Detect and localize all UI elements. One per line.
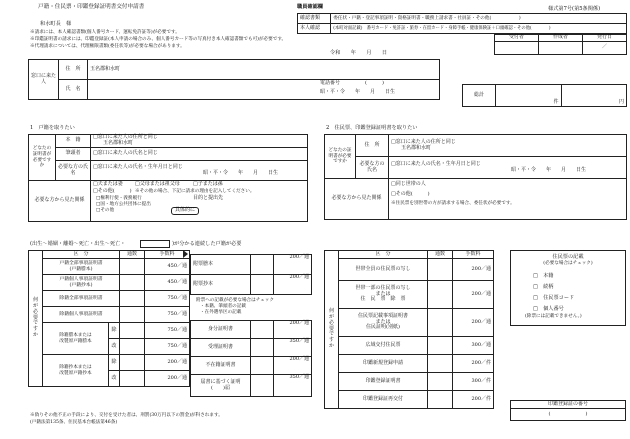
fuhyo-row-qty[interactable] [251, 275, 274, 295]
notation-box [510, 250, 626, 326]
resident-col-fee: 手数料 [453, 251, 494, 259]
form-title: 戸籍・住民票・印鑑登録証明書交付申請書 [38, 4, 145, 10]
resident-row-fee: 200／通 [453, 309, 494, 337]
family-col-fee: 手数料 [145, 251, 190, 259]
kai-label: 改 [111, 343, 117, 349]
total-table [462, 84, 627, 107]
phone-label: 電話番号 [320, 79, 341, 86]
family-caption: (出生～婚姻・離婚～死亡・出生～死亡・ [30, 241, 126, 247]
s2-address-field[interactable] [389, 135, 627, 157]
fuhyo-table [190, 254, 312, 295]
addressee: 和水町長 様 [40, 21, 72, 27]
kai-label: 改 [111, 375, 117, 381]
id-check-label: 本人確認 [298, 24, 331, 34]
s2-person-check[interactable]: □窓口に来た人の氏名・生年月日と同じ [391, 160, 481, 167]
s2-relation-field [389, 179, 627, 220]
s2-address-check[interactable]: □窓口に来た人の住所と同じ [391, 138, 456, 145]
fuhyo-row-fee: 200／通 [274, 275, 312, 295]
other-row-name: 身分証明書 [191, 321, 251, 339]
other-row-fee: 350／通 [274, 375, 312, 397]
resident-row-qty[interactable] [428, 309, 453, 337]
s2-relation-label: 必要な方から見た関係 [325, 179, 389, 220]
rel-other[interactable]: □その他( ) [93, 188, 132, 194]
form-number: 様式第7号(第5条関係) [548, 6, 601, 12]
arrow-icon [183, 250, 188, 258]
reason-gov[interactable]: □国・地方公共団体に提出 [96, 202, 151, 207]
s2-rel-note: ※住民票を別世帯の方が請求する場合、委任状が必要です。 [391, 201, 515, 206]
specific-box[interactable]: 具体的に [171, 207, 199, 215]
notation-mynumber[interactable]: □ 個人番号 [533, 306, 564, 312]
resident-row-fee: 200／通 [453, 259, 494, 281]
s1-person-label: 必要な方の氏名 [56, 161, 91, 181]
joseki-shohon-label: 除籍抄本または 改製原戸籍抄本 [43, 355, 109, 387]
other-row-qty[interactable] [251, 339, 274, 357]
family-row-fee: 450／通 [145, 259, 190, 275]
joseki-shohon-fee: 200／通 200／通 [145, 355, 190, 387]
notation-note: (除票には記載できません。) [525, 314, 582, 319]
fuhyo-item-1[interactable]: ・本籍、筆頭者の記載 [200, 304, 246, 309]
fuhyo-row-fee: 200／通 [274, 255, 312, 275]
rel-spouse[interactable]: □夫または妻 [93, 181, 123, 187]
penalty-note: ※偽りその他不正の手段により、交付を受けた者は、刑罰(30万円以下の罰金)が科されます。 [30, 413, 223, 418]
confirm-docs-label: 確認書類 [298, 14, 331, 24]
fuhyo-note: 附票への記載が必要な場合はチェック [196, 298, 274, 303]
s2-person-birth: 昭・平・令 年 月 日生 [511, 166, 587, 173]
notation-code[interactable]: □ 住民票コード [533, 295, 575, 301]
other-row-qty[interactable] [251, 321, 274, 339]
creator-label: 作成者 [539, 35, 583, 42]
notation-subtitle: (必要な場合はチェック) [543, 261, 593, 266]
notation-honseki[interactable]: □ 本籍 [533, 273, 554, 279]
other-row-fee: 200／通 [274, 357, 312, 375]
notation-relation[interactable]: □ 続柄 [533, 284, 554, 290]
section2-table [324, 134, 627, 220]
s1-person-field[interactable] [91, 161, 308, 181]
s2-person-label: 必要な方の氏名 [356, 157, 389, 179]
family-row-name: 戸籍全部事項証明書 (戸籍謄本) [43, 259, 120, 275]
joseki-shohon-types [109, 355, 120, 387]
resident-row-fee: 200／通 [453, 281, 494, 309]
family-row-fee: 450／通 [145, 275, 190, 291]
s2-who-label: どなたの証明書が必要ですか [325, 135, 356, 179]
staff-section-title: 職員確認欄 [297, 4, 323, 10]
reason-rights[interactable]: □権利行使・義務履行 [96, 196, 142, 201]
family-row-name: 除籍全部事項証明書 [43, 291, 120, 307]
jo-label: 除 [109, 323, 119, 339]
applicant-name-field[interactable] [88, 80, 440, 100]
id-check-text: (本町対面記載) 番号カード・免許証・旅券・在留カード・身障手帳・健康保険証＋口頭確認・その他( ) [331, 24, 627, 34]
total-label: 総計 [463, 85, 496, 107]
family-row-qty[interactable] [120, 307, 145, 323]
resident-row-name: 世帯一部の住民票の写し または 住 民 票 除 票 [339, 281, 428, 309]
receipt-table [494, 34, 627, 55]
family-row-qty[interactable] [120, 259, 145, 275]
other-row-qty[interactable] [251, 357, 274, 375]
s1-relation-label: 必要な方から見た関係 [29, 181, 91, 222]
other-row-fee: 200／通 [274, 321, 312, 339]
purpose-label: 目的と提出先 [193, 195, 224, 201]
issuer-label: 発行日 [583, 35, 627, 42]
s2-address-label: 住 所 [356, 135, 389, 157]
applicant-label: 窓口に来た人 [29, 60, 59, 100]
resident-side-label: 何が必要ですか [325, 251, 339, 409]
resident-row-fee: 300／件 [453, 373, 494, 391]
phone-paren[interactable]: ( ) [365, 79, 384, 86]
resident-col-qty: 通数 [428, 251, 453, 259]
rel-parents[interactable]: □父母または祖父母 [135, 181, 180, 187]
other-row-fee: 350／通 [274, 339, 312, 357]
joseki-tohon-label: 除籍謄本または 改製原戸籍謄本 [43, 323, 109, 355]
resident-row-name: 広域交付住民票 [339, 337, 428, 355]
fuhyo-item-2[interactable]: ・在外選挙区の記載 [200, 310, 242, 315]
penalty-law: (戸籍法第135条、住民基本台帳法第46条) [30, 420, 118, 425]
resident-row-qty[interactable] [428, 373, 453, 391]
joseki-tohon-qty[interactable] [120, 323, 145, 355]
family-row-name: 除籍個人事項証明書 [43, 307, 120, 323]
other-row-qty[interactable] [251, 375, 274, 397]
family-row-fee: 750／通 [145, 291, 190, 307]
seal-number-box [510, 400, 626, 421]
receiver-cell[interactable] [495, 42, 539, 55]
s1-relation-field [91, 181, 308, 222]
creator-cell[interactable] [539, 42, 583, 55]
resident-row-name: 印鑑新規登録申請 [339, 355, 428, 373]
seal-number-field[interactable]: ( ) [511, 409, 626, 421]
fuhyo-row-name: 附票謄本 [191, 255, 251, 275]
resident-row-fee: 200／件 [453, 391, 494, 409]
fuhyo-row-qty[interactable] [251, 255, 274, 275]
family-caption-2: )が分かる連続した戸籍が必要 [172, 241, 242, 247]
staff-check-table [297, 13, 627, 34]
s2-rel-other[interactable]: □その他( ) [391, 191, 430, 197]
applicant-name-label: 氏 名 [59, 80, 88, 100]
family-row-name: 戸籍個人事項証明書 (戸籍抄本) [43, 275, 120, 291]
count-unit: 件 [496, 85, 562, 107]
s2-rel-household[interactable]: □同じ世帯の人 [391, 181, 426, 187]
other-cert-table [190, 320, 312, 397]
resident-row-qty[interactable] [428, 281, 453, 309]
receiver-label: 受付者 [495, 35, 539, 42]
s2-person-field[interactable] [389, 157, 627, 179]
applicant-table [28, 59, 440, 100]
jo-label: 除 [109, 355, 119, 371]
notation-title: 住民票の記載 [552, 254, 584, 260]
fuhyo-row-name: 附票抄本 [191, 275, 251, 295]
resident-fee-table [324, 250, 494, 409]
applicant-address-label: 住 所 [59, 60, 88, 80]
applicant-birth: 昭・平・令 年 月 日生 [320, 88, 396, 95]
seal-number-title: 印鑑登録証の番号 [511, 401, 626, 409]
family-row-qty[interactable] [120, 291, 145, 307]
family-caption-box[interactable] [140, 240, 170, 248]
applicant-address-value[interactable]: 玉名郡和水町 [88, 60, 440, 80]
family-side-label: 何が必要ですか [29, 251, 43, 387]
honseki-value: 玉名郡和水町 [103, 140, 134, 146]
request-date: 令和 年 月 日 [330, 50, 388, 56]
family-col-kind: 区 分 [43, 251, 120, 259]
honseki-label: 本 籍 [56, 135, 91, 148]
honseki-field[interactable] [91, 135, 308, 148]
confirm-docs-text: 委任状・戸籍・登記事項証明・資格証明書・職務上請求書・社員証・その他( ) [331, 14, 627, 24]
resident-row-name: 住民票記載事項証明書 または 住民証明(別紙) [339, 309, 428, 337]
yen-unit: 円 [561, 85, 627, 107]
resident-col-kind: 区 分 [339, 251, 428, 259]
head-check[interactable]: □窓口に来た人の氏名と同じ [91, 148, 308, 161]
note-1: ※請求には、本人確認書類(個人番号カード、運転免許証等)が必要です。 [30, 30, 180, 35]
s1-person-check[interactable]: □窓口に来た人の氏名・生年月日と同じ [93, 163, 183, 170]
resident-row-qty[interactable] [428, 337, 453, 355]
section1-title: 1 戸籍を取りたい [30, 125, 75, 131]
joseki-shohon-qty[interactable] [120, 355, 145, 387]
resident-row-name: 印鑑登録証明書 [339, 373, 428, 391]
note-2: ※印鑑証明書の請求には、印鑑登録証(本人申請の場合のみ、個人番号カード等の写真付き本人確認書類でも可)が必要です。 [30, 37, 287, 42]
family-col-qty: 通数 [120, 251, 145, 259]
head-label: 筆頭者 [56, 148, 91, 161]
family-row-fee: 750／通 [145, 307, 190, 323]
resident-row-qty[interactable] [428, 391, 453, 409]
note-3: ※代理請求については、代理権限書類(委任状等)が必要な場合があります。 [30, 44, 185, 49]
joseki-tohon-fee: 750／通 750／通 [145, 323, 190, 355]
issue-date-cell[interactable]: ／ [583, 42, 627, 55]
resident-row-fee: 300／通 [453, 337, 494, 355]
other-row-name: 不在籍証明書 [191, 357, 251, 375]
resident-row-name: 世帯全員の住民票の写し [339, 259, 428, 281]
other-row-name: 届書に基づく証明 ( )届 [191, 375, 251, 397]
s1-person-birth: 昭・平・令 年 月 日生 [203, 169, 279, 176]
joseki-tohon-types [109, 323, 120, 355]
section1-table [28, 134, 308, 222]
rel-note: ※その他の場合、下記に請求の理由を記入してください。 [135, 189, 255, 194]
resident-row-name: 印鑑登録証再交付 [339, 391, 428, 409]
resident-row-fee: 200／件 [453, 355, 494, 373]
resident-row-qty[interactable] [428, 259, 453, 281]
family-fee-table [28, 250, 190, 387]
family-row-qty[interactable] [120, 275, 145, 291]
reason-other[interactable]: □その他 [96, 208, 115, 213]
rel-children[interactable]: □子または孫 [193, 181, 223, 187]
s1-who-label: どなたの証明書が必要ですか [29, 135, 56, 181]
resident-row-qty[interactable] [428, 355, 453, 373]
honseki-check[interactable]: □窓口に来た人の住所と同じ [93, 134, 158, 141]
s2-address-value: 玉名郡和水町 [401, 144, 432, 151]
other-row-name: 受理証明書 [191, 339, 251, 357]
section2-title: 2 住民票、印鑑登録証明書を取りたい [326, 125, 418, 131]
